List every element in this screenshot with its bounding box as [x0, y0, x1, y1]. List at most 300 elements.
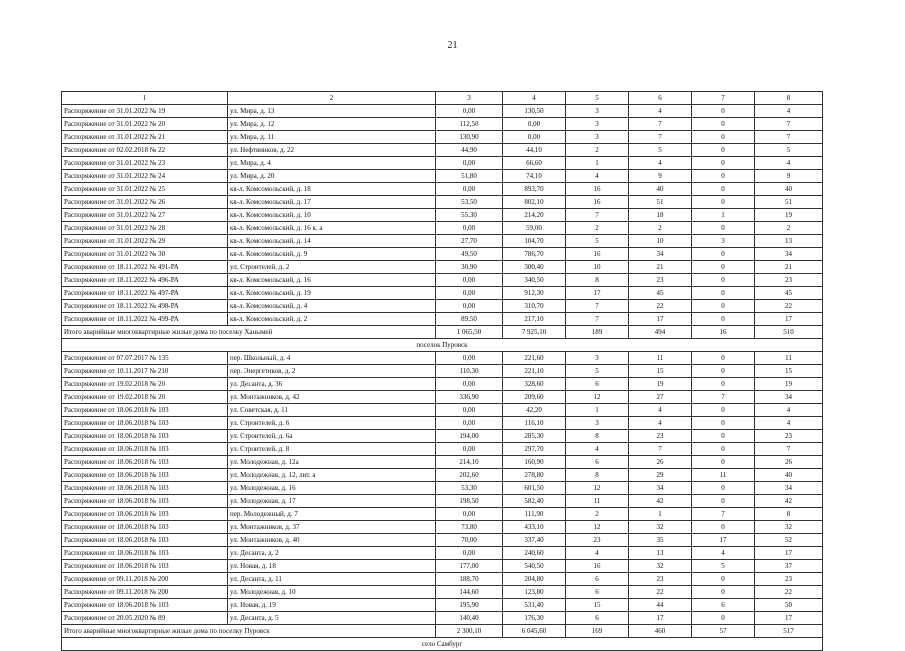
total-row — [62, 625, 823, 638]
table-cell: 337,40 — [503, 534, 566, 547]
table-cell: 23 — [566, 534, 629, 547]
table-cell: ул. Мира, д. 4 — [228, 157, 436, 170]
column-number-cell: 7 — [692, 92, 755, 105]
table-cell: 1 — [566, 157, 629, 170]
table-cell: 37 — [755, 560, 823, 573]
table-row — [62, 170, 823, 183]
table-cell: 49,50 — [436, 248, 503, 261]
table-row — [62, 183, 823, 196]
table-row — [62, 456, 823, 469]
table-cell: 6 — [566, 573, 629, 586]
table-cell: 51 — [755, 196, 823, 209]
table-cell: 32 — [629, 521, 692, 534]
table-cell: 0 — [692, 183, 755, 196]
table-cell: 5 — [629, 144, 692, 157]
table-cell: 15 — [629, 365, 692, 378]
table-row — [62, 261, 823, 274]
table-cell: 0 — [692, 261, 755, 274]
table-cell: Распоряжение от 20.05.2020 № 89 — [62, 612, 228, 625]
table-cell: 4 — [629, 157, 692, 170]
table-cell: 0 — [692, 456, 755, 469]
table-cell: 1 — [629, 508, 692, 521]
table-cell: ул. Новая, д. 19 — [228, 599, 436, 612]
column-number-cell: 4 — [503, 92, 566, 105]
table-cell: 27,70 — [436, 235, 503, 248]
table-cell: Распоряжение от 18.06.2018 № 103 — [62, 404, 228, 417]
table-cell: 202,60 — [436, 469, 503, 482]
table-cell: 130,50 — [503, 105, 566, 118]
table-cell: 23 — [629, 573, 692, 586]
table-cell: кв-л. Комсомольский, д. 4 — [228, 300, 436, 313]
table-cell: 34 — [755, 482, 823, 495]
table-cell: 0,00 — [503, 118, 566, 131]
table-row — [62, 144, 823, 157]
table-cell: 188,70 — [436, 573, 503, 586]
table-row — [62, 508, 823, 521]
table-cell: 51,80 — [436, 170, 503, 183]
table-row — [62, 586, 823, 599]
table-cell: 29 — [629, 469, 692, 482]
table-cell: 0 — [692, 443, 755, 456]
table-row — [62, 599, 823, 612]
table-row — [62, 534, 823, 547]
table-row — [62, 573, 823, 586]
table-cell: 198,50 — [436, 495, 503, 508]
table-row — [62, 469, 823, 482]
table-cell: Распоряжение от 31.01.2022 № 24 — [62, 170, 228, 183]
table-cell: 285,30 — [503, 430, 566, 443]
table-row — [62, 352, 823, 365]
table-cell: 19 — [755, 378, 823, 391]
table-cell: 44,10 — [503, 144, 566, 157]
table-cell: 66,60 — [503, 157, 566, 170]
table-cell: 310,70 — [503, 300, 566, 313]
table-cell: ул. Десанта, д. 2 — [228, 547, 436, 560]
table-cell: 340,50 — [503, 274, 566, 287]
table-cell: Распоряжение от 18.06.2018 № 103 — [62, 456, 228, 469]
table-cell: 23 — [755, 573, 823, 586]
table-cell: 1 — [566, 404, 629, 417]
table-cell: 17 — [755, 612, 823, 625]
total-cell: 169 — [566, 625, 629, 638]
table-cell: 0,00 — [436, 443, 503, 456]
table-cell: ул. Мира, д. 12 — [228, 118, 436, 131]
table-cell: пер. Энергетиков, д. 2 — [228, 365, 436, 378]
table-cell: Распоряжение от 31.01.2022 № 19 — [62, 105, 228, 118]
table-cell: 32 — [629, 560, 692, 573]
table-row — [62, 560, 823, 573]
table-cell: 6 — [566, 378, 629, 391]
table-cell: Распоряжение от 18.06.2018 № 103 — [62, 443, 228, 456]
table-cell: 51 — [629, 196, 692, 209]
table-cell: 6 — [692, 599, 755, 612]
total-cell: 494 — [629, 326, 692, 339]
table-cell: 55,30 — [436, 209, 503, 222]
table-cell: 4 — [629, 105, 692, 118]
table-cell: 116,10 — [503, 417, 566, 430]
column-number-cell: 3 — [436, 92, 503, 105]
table-cell: 19 — [755, 209, 823, 222]
table-cell: 17 — [566, 287, 629, 300]
table-cell: 893,70 — [503, 183, 566, 196]
table-cell: 8 — [566, 274, 629, 287]
table-cell: 0 — [692, 417, 755, 430]
table-cell: 4 — [566, 170, 629, 183]
table-cell: ул. Строителей, д. 6а — [228, 430, 436, 443]
table-row — [62, 300, 823, 313]
table-cell: 214,20 — [503, 209, 566, 222]
column-number-row — [62, 92, 823, 105]
table-cell: 11 — [566, 495, 629, 508]
table-cell: Распоряжение от 18.11.2022 № 499-РА — [62, 313, 228, 326]
table-cell: ул. Монтажников, д. 37 — [228, 521, 436, 534]
table-cell: 73,80 — [436, 521, 503, 534]
total-cell: 1 065,50 — [436, 326, 503, 339]
table-cell: 42,20 — [503, 404, 566, 417]
table-cell: 11 — [629, 352, 692, 365]
table-cell: 3 — [566, 105, 629, 118]
table-cell: 26 — [755, 456, 823, 469]
table-cell: Распоряжение от 31.01.2022 № 25 — [62, 183, 228, 196]
table-cell: ул. Мира, д. 13 — [228, 105, 436, 118]
table-cell: 531,40 — [503, 599, 566, 612]
table-cell: 40 — [755, 183, 823, 196]
table-cell: 328,60 — [503, 378, 566, 391]
total-cell: 16 — [692, 326, 755, 339]
total-cell: 517 — [755, 625, 823, 638]
table-cell: Распоряжение от 18.06.2018 № 103 — [62, 560, 228, 573]
table-cell: 4 — [755, 404, 823, 417]
table-cell: 45 — [755, 287, 823, 300]
table-cell: кв-л. Комсомольский, д. 9 — [228, 248, 436, 261]
table-cell: 300,40 — [503, 261, 566, 274]
table-cell: 13 — [629, 547, 692, 560]
table-cell: 4 — [755, 417, 823, 430]
table-cell: 7 — [692, 508, 755, 521]
table-cell: Распоряжение от 18.11.2022 № 498-РА — [62, 300, 228, 313]
table-row — [62, 404, 823, 417]
table-row — [62, 287, 823, 300]
table-cell: ул. Мира, д. 11 — [228, 131, 436, 144]
table-cell: 34 — [629, 482, 692, 495]
table-cell: 35 — [629, 534, 692, 547]
table-row — [62, 118, 823, 131]
table-cell: 582,40 — [503, 495, 566, 508]
table-cell: 0,00 — [436, 222, 503, 235]
table-cell: Распоряжение от 02.02.2018 № 22 — [62, 144, 228, 157]
table-cell: Распоряжение от 07.07.2017 № 135 — [62, 352, 228, 365]
table-cell: Распоряжение от 18.11.2022 № 496-РА — [62, 274, 228, 287]
table-cell: 22 — [629, 300, 692, 313]
table-cell: 0 — [692, 170, 755, 183]
total-label: Итого аварийные многоквартирные жилые дома по поселку Пуровск — [62, 625, 436, 638]
table-cell: 130,90 — [436, 131, 503, 144]
table-cell: 0,00 — [503, 131, 566, 144]
table-cell: кв-л. Комсомольский, д. 10 — [228, 209, 436, 222]
section-title: село Самбург — [62, 638, 823, 651]
table-cell: 204,80 — [503, 573, 566, 586]
table-cell: 194,00 — [436, 430, 503, 443]
table-cell: 0,00 — [436, 417, 503, 430]
table-cell: 0,00 — [436, 300, 503, 313]
table-cell: 214,10 — [436, 456, 503, 469]
table-cell: Распоряжение от 31.01.2022 № 21 — [62, 131, 228, 144]
table-cell: 18 — [629, 209, 692, 222]
column-number-cell: 8 — [755, 92, 823, 105]
table-row — [62, 378, 823, 391]
table-cell: 30,90 — [436, 261, 503, 274]
table-cell: 21 — [629, 261, 692, 274]
total-cell: 2 300,10 — [436, 625, 503, 638]
table-cell: Распоряжение от 31.01.2022 № 28 — [62, 222, 228, 235]
emergency-housing-table — [61, 91, 823, 651]
table-cell: 104,70 — [503, 235, 566, 248]
table-cell: 22 — [755, 586, 823, 599]
table-cell: ул. Десанта, д. 36 — [228, 378, 436, 391]
table-cell: 42 — [755, 495, 823, 508]
table-row — [62, 274, 823, 287]
total-cell: 189 — [566, 326, 629, 339]
table-cell: 195,90 — [436, 599, 503, 612]
table-cell: 6 — [566, 586, 629, 599]
table-cell: 26 — [629, 456, 692, 469]
table-cell: ул. Строителей, д. 8 — [228, 443, 436, 456]
table-cell: 89,50 — [436, 313, 503, 326]
table-cell: Распоряжение от 18.06.2018 № 103 — [62, 469, 228, 482]
table-cell: ул. Советская, д. 11 — [228, 404, 436, 417]
table-cell: 4 — [566, 547, 629, 560]
table-cell: ул. Молодежная, д. 16 — [228, 482, 436, 495]
table-cell: кв-л. Комсомольский, д. 2 — [228, 313, 436, 326]
total-cell: 510 — [755, 326, 823, 339]
section-row — [62, 638, 823, 651]
table-cell: Распоряжение от 19.02.2018 № 20 — [62, 378, 228, 391]
table-cell: кв-л. Комсомольский, д. 19 — [228, 287, 436, 300]
table-cell: 44,90 — [436, 144, 503, 157]
table-row — [62, 547, 823, 560]
table-cell: 40 — [755, 469, 823, 482]
table-row — [62, 443, 823, 456]
table-cell: 0,00 — [436, 287, 503, 300]
table-cell: 0,00 — [436, 404, 503, 417]
table-cell: 0 — [692, 573, 755, 586]
table-cell: 2 — [629, 222, 692, 235]
table-cell: кв-л. Комсомольский, д. 18 — [228, 183, 436, 196]
table-cell: 11 — [692, 469, 755, 482]
table-cell: кв-л. Комсомольский, д. 16 — [228, 274, 436, 287]
table-cell: кв-л. Комсомольский, д. 16 к. а — [228, 222, 436, 235]
table-row — [62, 209, 823, 222]
section-title: поселок Пуровск — [62, 339, 823, 352]
table-cell: 0 — [692, 144, 755, 157]
table-row — [62, 196, 823, 209]
table-cell: 7 — [755, 131, 823, 144]
table-cell: 209,60 — [503, 391, 566, 404]
table-cell: 0 — [692, 430, 755, 443]
table-cell: Распоряжение от 18.06.2018 № 103 — [62, 495, 228, 508]
table-cell: 5 — [566, 235, 629, 248]
table-row — [62, 612, 823, 625]
table-cell: ул. Строителей, д. 2 — [228, 261, 436, 274]
table-cell: Распоряжение от 18.06.2018 № 103 — [62, 534, 228, 547]
table-cell: 7 — [629, 118, 692, 131]
table-cell: ул. Монтажников, д. 42 — [228, 391, 436, 404]
column-number-cell: 6 — [629, 92, 692, 105]
table-cell: 0 — [692, 365, 755, 378]
table-cell: 0 — [692, 196, 755, 209]
column-number-cell: 2 — [228, 92, 436, 105]
table-cell: Распоряжение от 09.11.2018 № 200 — [62, 573, 228, 586]
table-row — [62, 495, 823, 508]
table-cell: 7 — [566, 300, 629, 313]
table-cell: 44 — [629, 599, 692, 612]
table-cell: 176,30 — [503, 612, 566, 625]
table-cell: 11 — [755, 352, 823, 365]
table-cell: 15 — [755, 365, 823, 378]
table-cell: 7 — [629, 131, 692, 144]
table-cell: 112,50 — [436, 118, 503, 131]
table-cell: 21 — [755, 261, 823, 274]
table-cell: ул. Молодежная, д. 12, лит. а — [228, 469, 436, 482]
total-cell: 57 — [692, 625, 755, 638]
table-cell: 601,50 — [503, 482, 566, 495]
table-cell: 0,00 — [436, 274, 503, 287]
table-row — [62, 131, 823, 144]
table-cell: 278,80 — [503, 469, 566, 482]
table-cell: Распоряжение от 18.11.2022 № 491-РА — [62, 261, 228, 274]
table-cell: 7 — [755, 118, 823, 131]
table-cell: 7 — [629, 443, 692, 456]
table-cell: 0 — [692, 352, 755, 365]
table-cell: Распоряжение от 31.01.2022 № 26 — [62, 196, 228, 209]
table-cell: 34 — [755, 391, 823, 404]
column-number-cell: 1 — [62, 92, 228, 105]
table-cell: 0,00 — [436, 105, 503, 118]
table-cell: ул. Десанта, д. 5 — [228, 612, 436, 625]
table-cell: 23 — [755, 430, 823, 443]
table-cell: Распоряжение от 18.06.2018 № 103 — [62, 430, 228, 443]
table-cell: Распоряжение от 18.06.2018 № 103 — [62, 521, 228, 534]
table-cell: Распоряжение от 19.02.2018 № 20 — [62, 391, 228, 404]
table-cell: 42 — [629, 495, 692, 508]
table-cell: 912,30 — [503, 287, 566, 300]
table-cell: 4 — [629, 417, 692, 430]
table-cell: 540,50 — [503, 560, 566, 573]
table-cell: Распоряжение от 09.11.2018 № 200 — [62, 586, 228, 599]
table-cell: 12 — [566, 482, 629, 495]
table-cell: 10 — [566, 261, 629, 274]
table-row — [62, 157, 823, 170]
table-row — [62, 365, 823, 378]
table-cell: 17 — [629, 313, 692, 326]
table-cell: 3 — [566, 352, 629, 365]
total-label: Итого аварийные многоквартирные жилые дома по поселку Ханымей — [62, 326, 436, 339]
table-cell: 0 — [692, 118, 755, 131]
table-cell: 34 — [629, 248, 692, 261]
table-cell: 59,00 — [503, 222, 566, 235]
section-row — [62, 339, 823, 352]
table-cell: 6 — [566, 456, 629, 469]
table-cell: 0,00 — [436, 157, 503, 170]
table-cell: 2 — [755, 222, 823, 235]
table-cell: 5 — [692, 560, 755, 573]
table-row — [62, 235, 823, 248]
table-cell: Распоряжение от 31.01.2022 № 30 — [62, 248, 228, 261]
table-cell: 9 — [755, 170, 823, 183]
table-cell: ул. Монтажников, д. 40 — [228, 534, 436, 547]
total-cell: 7 925,10 — [503, 326, 566, 339]
table-cell: 17 — [629, 612, 692, 625]
table-cell: 4 — [755, 105, 823, 118]
table-cell: 786,70 — [503, 248, 566, 261]
table-cell: 0 — [692, 586, 755, 599]
table-cell: 13 — [755, 235, 823, 248]
table-cell: 16 — [566, 560, 629, 573]
table-cell: 40 — [629, 183, 692, 196]
table-cell: ул. Молодежная, д. 12а — [228, 456, 436, 469]
table-cell: 16 — [566, 196, 629, 209]
table-cell: 0,00 — [436, 352, 503, 365]
table-cell: 240,60 — [503, 547, 566, 560]
table-cell: 217,10 — [503, 313, 566, 326]
table-cell: кв-л. Комсомольский, д. 17 — [228, 196, 436, 209]
table-row — [62, 248, 823, 261]
table-cell: 10 — [629, 235, 692, 248]
table-cell: Распоряжение от 31.01.2022 № 20 — [62, 118, 228, 131]
table-cell: 17 — [692, 534, 755, 547]
table-row — [62, 521, 823, 534]
table-cell: Распоряжение от 10.11.2017 № 210 — [62, 365, 228, 378]
table-cell: 802,10 — [503, 196, 566, 209]
table-cell: Распоряжение от 18.06.2018 № 103 — [62, 547, 228, 560]
table-cell: ул. Молодежная, д. 17 — [228, 495, 436, 508]
column-number-cell: 5 — [566, 92, 629, 105]
table-cell: 16 — [566, 183, 629, 196]
table-cell: Распоряжение от 18.06.2018 № 103 — [62, 482, 228, 495]
table-cell: 0,00 — [436, 378, 503, 391]
table-cell: 0 — [692, 157, 755, 170]
table-cell: 45 — [629, 287, 692, 300]
table-cell: 0 — [692, 248, 755, 261]
table-cell: 15 — [566, 599, 629, 612]
table-cell: 74,10 — [503, 170, 566, 183]
table-cell: 221,10 — [503, 365, 566, 378]
table-cell: 110,30 — [436, 365, 503, 378]
table-cell: 22 — [629, 586, 692, 599]
table-cell: 221,60 — [503, 352, 566, 365]
table-cell: пер. Молодежный, д. 7 — [228, 508, 436, 521]
table-cell: 433,10 — [503, 521, 566, 534]
table-row — [62, 313, 823, 326]
table-cell: Распоряжение от 18.06.2018 № 103 — [62, 417, 228, 430]
table-cell: ул. Мира, д. 20 — [228, 170, 436, 183]
table-cell: 53,50 — [436, 196, 503, 209]
total-cell: 6 045,60 — [503, 625, 566, 638]
table-cell: Распоряжение от 18.06.2018 № 103 — [62, 508, 228, 521]
table-cell: 12 — [566, 521, 629, 534]
table-cell: ул. Строителей, д. 6 — [228, 417, 436, 430]
table-cell: 23 — [629, 430, 692, 443]
table-cell: 9 — [629, 170, 692, 183]
table-cell: пер. Школьный, д. 4 — [228, 352, 436, 365]
table-cell: 336,90 — [436, 391, 503, 404]
table-cell: 0,00 — [436, 183, 503, 196]
table-cell: ул. Новая, д. 18 — [228, 560, 436, 573]
table-cell: 0 — [692, 404, 755, 417]
table-cell: 0 — [692, 222, 755, 235]
table-cell: 7 — [755, 443, 823, 456]
table-cell: ул. Молодежная, д. 10 — [228, 586, 436, 599]
